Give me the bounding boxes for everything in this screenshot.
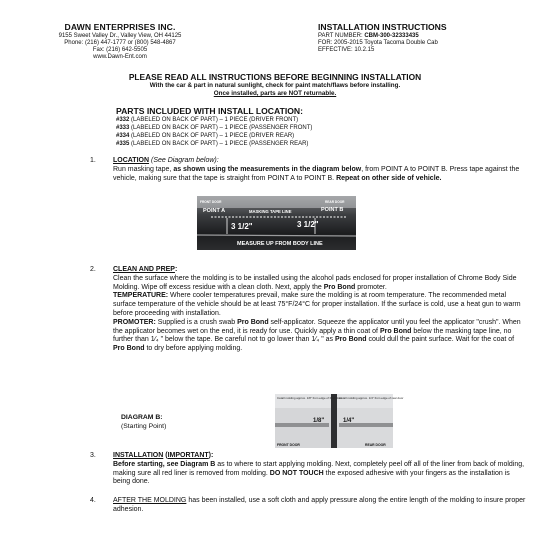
measure-label: MEASURE UP FROM BODY LINE bbox=[237, 241, 323, 247]
part-item bbox=[116, 117, 298, 125]
rear-door-label: REAR DOOR bbox=[365, 443, 386, 447]
step-heading: INSTALLATION bbox=[113, 452, 164, 459]
step-heading: LOCATION bbox=[113, 157, 150, 164]
rear-door-note: Install molding approx. 1/4" from edge of rear door bbox=[339, 396, 404, 400]
rear-door-shape bbox=[337, 408, 393, 448]
part-item bbox=[116, 125, 312, 133]
step-text-bold: Repeat on other side of vehicle. bbox=[336, 174, 442, 182]
step-number: 4. bbox=[90, 497, 96, 504]
pro-bond-text: Pro Bond bbox=[237, 318, 269, 326]
front-door-label: FRONT DOOR bbox=[200, 200, 222, 204]
sunlight-note: With the car & part in natural sunlight, check for paint match/flaws before installing. bbox=[149, 82, 401, 89]
diagram-b-label: DIAGRAM B: bbox=[121, 414, 163, 421]
masking-tape-label: MASKING TAPE LINE bbox=[249, 209, 292, 214]
company-name: DAWN ENTERPRISES INC. bbox=[64, 22, 176, 32]
part-code: #332 bbox=[116, 117, 130, 123]
diagram-b-image bbox=[275, 394, 404, 448]
step-location bbox=[113, 157, 526, 183]
effective-date: EFFECTIVE: 10.2.15 bbox=[318, 47, 375, 53]
step-number: 3. bbox=[90, 452, 96, 459]
step-text-bold: as shown using the measurements in the diagram below bbox=[173, 165, 362, 173]
promoter-label: PROMOTER: bbox=[113, 318, 156, 326]
temperature-label: TEMPERATURE: bbox=[113, 292, 169, 300]
gap-dimension-left: 1/8" bbox=[313, 418, 325, 424]
company-website[interactable]: www.Dawn-Ent.com bbox=[93, 54, 147, 60]
parts-title: PARTS INCLUDED WITH INSTALL LOCATION: bbox=[116, 106, 303, 116]
pro-bond-text: Pro Bond bbox=[113, 345, 145, 353]
step-text: promoter. bbox=[355, 283, 387, 291]
part-number-label: PART NUMBER: bbox=[318, 33, 365, 39]
gap-dimension-right: 1/4" bbox=[343, 418, 355, 424]
step-text: Run masking tape, bbox=[113, 165, 174, 173]
part-item bbox=[116, 133, 294, 141]
part-desc: (LABELED ON BACK OF PART) – 1 PIECE (DRIVER FRONT) bbox=[129, 117, 299, 123]
step-heading-paren: ): bbox=[208, 452, 214, 459]
diagram-a-image bbox=[197, 196, 356, 250]
company-fax: Fax: (216) 642-5505 bbox=[92, 47, 148, 53]
point-b-label: POINT B bbox=[321, 207, 344, 213]
vehicle-fitment: FOR: 2005-2015 Toyota Tacoma Double Cab bbox=[318, 40, 438, 46]
part-code: #334 bbox=[116, 133, 130, 139]
front-door-label: FRONT DOOR bbox=[277, 443, 300, 447]
step-clean-prep bbox=[113, 266, 526, 354]
company-address: 9155 Sweet Valley Dr., Valley View, OH 44125 bbox=[58, 33, 182, 39]
step-finish bbox=[113, 497, 526, 515]
part-code: #333 bbox=[116, 125, 130, 131]
instructions-title: INSTALLATION INSTRUCTIONS bbox=[318, 22, 447, 32]
step-text: self-applicator. Squeeze the applicator until you feel the applicator "crush". When the applicator becomes wet on the end, it is ready for use. Quickly apply a thin coat of bbox=[113, 318, 521, 335]
part-desc: (LABELED ON BACK OF PART) – 1 PIECE (PASSENGER REAR) bbox=[129, 141, 309, 147]
step-text-bold: Before starting, see Diagram B bbox=[113, 460, 216, 468]
step-text: as to where to start applying molding. Next, completely peel off all of the liner from back of molding, making sure all red liner is removed from molding. bbox=[113, 460, 525, 477]
company-phone: Phone: (216) 447-1777 or (800) 548-4867 bbox=[64, 40, 176, 46]
step-text: , from POINT A to POINT B. Press tape against the vehicle, making sure that the tape is straight from POINT A to POINT B. bbox=[113, 165, 520, 182]
step-heading-note: (See Diagram below): bbox=[149, 157, 219, 164]
part-code: #335 bbox=[116, 141, 130, 147]
part-desc: (LABELED ON BACK OF PART) – 1 PIECE (DRIVER REAR) bbox=[129, 133, 295, 139]
step-heading: CLEAN AND PREP bbox=[113, 266, 175, 273]
rear-door-label: REAR DOOR bbox=[325, 200, 345, 204]
step-text: the exposed adhesive with your fingers as the installation is being done. bbox=[113, 469, 510, 486]
step-installation bbox=[113, 452, 526, 487]
read-instructions-banner: PLEASE READ ALL INSTRUCTIONS BEFORE BEGINNING INSTALLATION bbox=[128, 72, 422, 82]
step-text: below the masking tape line, no further than 1⁄₄ " below the tape. Be careful not to go lower than 1⁄₄ " as bbox=[113, 327, 512, 344]
step-number: 1. bbox=[90, 157, 96, 164]
step-text: Supplied is a crush swab bbox=[155, 318, 238, 326]
step-text: has been installed, use a soft cloth and apply pressure along the entire length of the molding to insure proper adhesion. bbox=[113, 497, 526, 513]
step-text: could dull the paint surface. Wait for the coat of bbox=[366, 336, 515, 344]
part-number: CBM-300-32333435 bbox=[364, 33, 419, 39]
diagram-b-sublabel: (Starting Point) bbox=[121, 423, 167, 430]
no-returns-note: Once installed, parts are NOT returnable. bbox=[213, 90, 337, 97]
step-heading-colon: : bbox=[174, 266, 178, 273]
front-door-shape bbox=[275, 408, 331, 448]
point-a-label: POINT A bbox=[203, 208, 226, 214]
step-number: 2. bbox=[90, 266, 96, 273]
pro-bond-text: Pro Bond bbox=[335, 336, 367, 344]
part-item bbox=[116, 141, 308, 149]
step-text: to dry before applying molding. bbox=[144, 345, 243, 353]
step-text-bold: DO NOT TOUCH bbox=[269, 469, 324, 477]
pro-bond-text: Pro Bond bbox=[323, 283, 356, 291]
dimension-left: 3 1/2" bbox=[231, 222, 253, 231]
front-door-note: Install molding approx. 1/8" from edge of front door bbox=[277, 396, 342, 400]
temperature-text: Where cooler temperatures prevail, make sure the molding is at room temperature. The recommended metal surface temperature of the vehicle should be at least 75°F/24°C for proper installation. If the surface is cold, use a heat gun to warm before proceeding with installation. bbox=[113, 292, 521, 317]
important-label: IMPORTANT bbox=[167, 452, 209, 459]
door-gap-shape bbox=[331, 394, 337, 448]
pro-bond-text: Pro Bond bbox=[379, 327, 412, 335]
step-heading-paren: ( bbox=[163, 452, 168, 459]
part-desc: (LABELED ON BACK OF PART) – 1 PIECE (PASSENGER FRONT) bbox=[129, 125, 313, 131]
step-text-underlined: AFTER THE MOLDING bbox=[113, 497, 187, 504]
step-text: Clean the surface where the molding is to be installed using the alcohol pads enclosed for proper installation of Chrome Body Side Molding. Wipe off excess residue with a clean cloth. Next, apply the bbox=[113, 274, 517, 291]
dimension-right: 3 1/2" bbox=[297, 220, 319, 229]
